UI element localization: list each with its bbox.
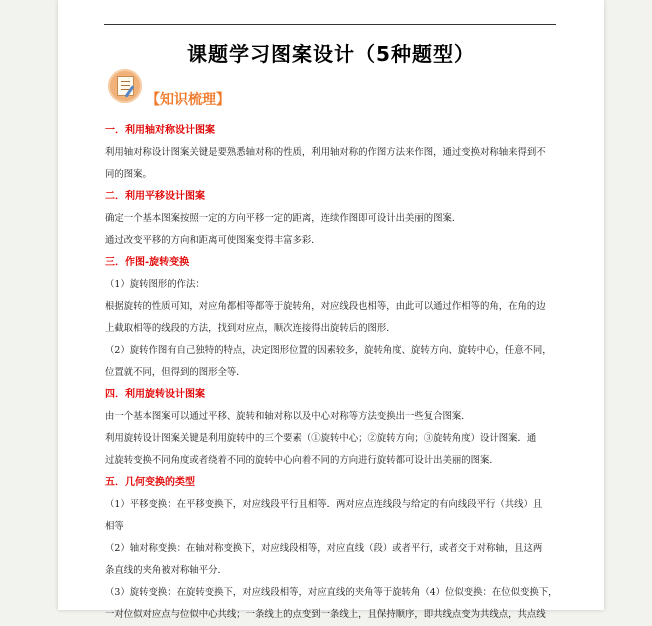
document-page bbox=[58, 0, 604, 620]
paragraph-line: 利用旋转设计图案关键是利用旋转中的三个要素（①旋转中心；②旋转方向；③旋转角度）设计图案．通 bbox=[105, 433, 537, 444]
notebook-icon bbox=[108, 69, 142, 103]
paragraph-line: 由一个基本图案可以通过平移、旋转和轴对称以及中心对称等方法变换出一些复合图案． bbox=[105, 411, 471, 422]
paragraph-line: （3）旋转变换：在旋转变换下，对应线段相等，对应直线的夹角等于旋转角（4）位似变换：在位似变换下， bbox=[105, 587, 558, 598]
paragraph-line: 同的图案。 bbox=[105, 169, 152, 180]
page-title: 课题学习图案设计（5种题型） bbox=[187, 42, 475, 66]
section-heading: 一．利用轴对称设计图案 bbox=[105, 125, 215, 136]
section-heading: 五．几何变换的类型 bbox=[105, 477, 195, 488]
paragraph-line: 条直线的夹角被对称轴平分． bbox=[105, 565, 227, 576]
section-header: 【知识梳理】 bbox=[146, 92, 230, 108]
paragraph-line: 上截取相等的线段的方法，找到对应点，顺次连接得出旋转后的图形． bbox=[105, 323, 396, 334]
header-rule bbox=[104, 24, 556, 25]
paragraph-line: 利用轴对称设计图案关键是要熟悉轴对称的性质，利用轴对称的作图方法来作图，通过变换对称轴来得到不 bbox=[105, 147, 546, 158]
section-heading: 二．利用平移设计图案 bbox=[105, 191, 205, 202]
section-heading: 三．作图-旋转变换 bbox=[105, 257, 190, 268]
paragraph-line: 通过改变平移的方向和距离可使图案变得丰富多彩． bbox=[105, 235, 321, 246]
paragraph-line: 位置就不同，但得到的图形全等． bbox=[105, 367, 246, 378]
paragraph-line: 相等 bbox=[105, 521, 124, 532]
paragraph-line: 一对位似对应点与位似中心共线；一条线上的点变到一条线上，且保持顺序，即共线点变为共线点，共点线 bbox=[105, 609, 546, 620]
document-body bbox=[105, 120, 557, 626]
paragraph-line: 过旋转变换不同角度或者绕着不同的旋转中心向着不同的方向进行旋转都可设计出美丽的图案． bbox=[105, 455, 499, 466]
section-heading: 四．利用旋转设计图案 bbox=[105, 389, 205, 400]
paragraph-line: （2）旋转作图有自己独特的特点，决定图形位置的因素较多，旋转角度、旋转方向、旋转中心，任意不同， bbox=[105, 345, 552, 356]
paragraph-line: （1）平移变换：在平移变换下，对应线段平行且相等．两对应点连线段与给定的有向线段平行（共线）且 bbox=[105, 499, 543, 510]
paragraph-line: （1）旋转图形的作法： bbox=[105, 279, 205, 290]
paragraph-line: （2）轴对称变换：在轴对称变换下，对应线段相等，对应直线（段）或者平行，或者交于对称轴，且这两 bbox=[105, 543, 543, 554]
paragraph-line: 根据旋转的性质可知，对应角都相等都等于旋转角，对应线段也相等，由此可以通过作相等的角，在角的边 bbox=[105, 301, 546, 312]
paragraph-line: 确定一个基本图案按照一定的方向平移一定的距离，连续作图即可设计出美丽的图案． bbox=[105, 213, 462, 224]
